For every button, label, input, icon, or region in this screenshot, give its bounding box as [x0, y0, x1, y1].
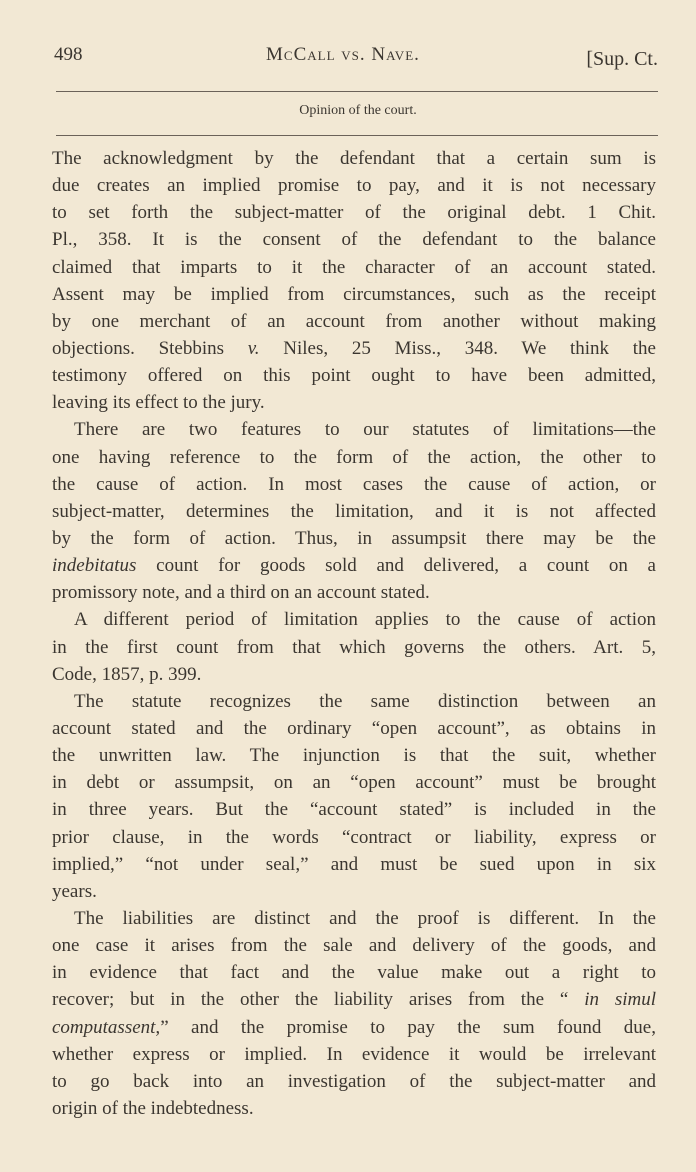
text-line: claimed that imparts to it the character of an account stated. [52, 256, 656, 278]
text-line: in three years. But the “account stated” is included in the [52, 799, 656, 821]
text-line: by the form of action. Thus, in assumpsit there may be the [52, 527, 656, 549]
opinion-body [52, 145, 656, 1122]
text-line: Code, 1857, p. 399. [52, 663, 202, 685]
paragraph [52, 416, 656, 606]
text-line: prior clause, in the words “contract or liability, express or [52, 826, 656, 848]
text-line: to go back into an investigation of the subject-matter and [52, 1070, 656, 1092]
running-header [54, 44, 658, 74]
text-line: one case it arises from the sale and delivery of the goods, and [52, 935, 656, 957]
text-run: Niles, 25 Miss., 348. We think the [259, 337, 656, 359]
text-line: the unwritten law. The injunction is that the suit, whether [52, 745, 656, 767]
text-run: count for goods sold and delivered, a count on a [136, 555, 656, 577]
text-line [52, 552, 656, 579]
court-label: [Sup. Ct. [586, 48, 658, 70]
text-line: subject-matter, determines the limitation, and it is not affected [52, 500, 656, 522]
italic-text: in simul [584, 989, 657, 1011]
page-number: 498 [54, 44, 83, 65]
text-line: The statute recognizes the same distinction between an [74, 690, 656, 712]
text-line: to set forth the subject-matter of the original debt. 1 Chit. [52, 202, 656, 224]
text-line: in the first count from that which governs the others. Art. 5, [52, 636, 656, 658]
text-line: The acknowledgment by the defendant that a certain sum is [52, 148, 656, 169]
text-line: The liabilities are distinct and the proof is different. In the [74, 907, 656, 929]
text-line [52, 986, 656, 1013]
paragraph [52, 606, 656, 687]
text-line: the cause of action. In most cases the cause of action, or [52, 473, 656, 495]
text-line: by one merchant of an account from another without making [52, 310, 656, 332]
text-line: testimony offered on this point ought to have been admitted, [52, 365, 656, 387]
italic-text: v. [247, 337, 260, 359]
text-line: origin of the indebtedness. [52, 1097, 254, 1119]
text-line: leaving its effect to the jury. [52, 392, 265, 414]
paragraph [52, 145, 656, 416]
text-line [52, 1014, 656, 1041]
text-line [52, 335, 656, 362]
text-line: A different period of limitation applies to the cause of action [74, 609, 656, 631]
header-rule [56, 91, 658, 92]
text-line: Assent may be implied from circumstances, such as the receipt [52, 283, 656, 305]
text-line: due creates an implied promise to pay, and it is not necessary [52, 175, 656, 197]
paragraph [52, 688, 656, 905]
text-line: years. [52, 880, 97, 902]
italic-text: indebitatus [52, 555, 137, 577]
text-line: implied,” “not under seal,” and must be sued upon in six [52, 853, 656, 875]
italic-text: computassent, [52, 1016, 161, 1038]
text-line: account stated and the ordinary “open account”, as obtains in [52, 717, 656, 739]
text-line: There are two features to our statutes of limitations—the [74, 419, 656, 441]
section-subheading: Opinion of the court. [299, 103, 417, 118]
case-title: McCall vs. Nave. [266, 44, 420, 65]
text-line: whether express or implied. In evidence it would be irrelevant [52, 1043, 656, 1065]
text-run: ” and the promise to pay the sum found due, [160, 1016, 656, 1038]
text-run: recover; but in the other the liability arises from the “ [52, 989, 585, 1011]
text-line: Pl., 358. It is the consent of the defendant to the balance [52, 229, 656, 251]
text-line: one having reference to the form of the action, the other to [52, 446, 656, 468]
text-line: in evidence that fact and the value make out a right to [52, 962, 656, 984]
text-run: objections. Stebbins [52, 337, 248, 359]
subheading-rule [56, 135, 658, 136]
text-line: in debt or assumpsit, on an “open account” must be brought [52, 772, 656, 794]
paragraph [52, 905, 656, 1122]
text-line: promissory note, and a third on an account stated. [52, 582, 430, 604]
